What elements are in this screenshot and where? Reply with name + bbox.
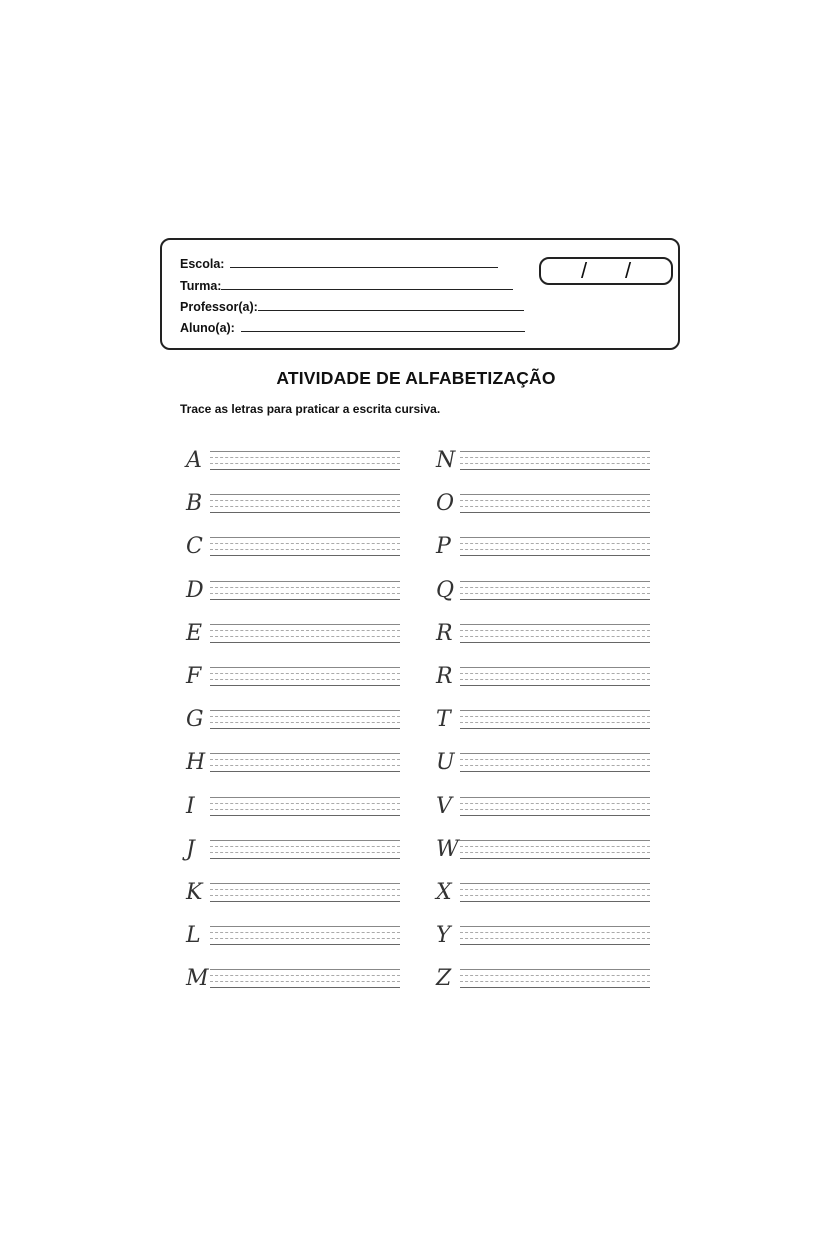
class-label: Turma:: [180, 279, 222, 293]
guide-line: [460, 494, 650, 495]
guide-line: [210, 987, 400, 988]
tracing-lines[interactable]: [460, 840, 650, 860]
guide-line: [460, 969, 650, 970]
guide-line: [210, 463, 400, 464]
guide-line: [460, 975, 650, 976]
school-field[interactable]: [180, 253, 498, 271]
guide-line: [210, 636, 400, 637]
guide-line: [460, 555, 650, 556]
guide-line: [210, 944, 400, 945]
guide-line: [210, 969, 400, 970]
guide-line: [460, 500, 650, 501]
guide-line: [460, 537, 650, 538]
guide-line: [460, 667, 650, 668]
guide-line: [210, 938, 400, 939]
guide-line: [210, 500, 400, 501]
guide-line: [460, 932, 650, 933]
tracing-lines[interactable]: [210, 581, 400, 601]
guide-line: [210, 537, 400, 538]
cursive-letter: M: [186, 966, 209, 992]
guide-line: [210, 889, 400, 890]
guide-line: [460, 803, 650, 804]
cursive-letter: I: [186, 793, 195, 819]
guide-line: [210, 771, 400, 772]
tracing-lines[interactable]: [210, 926, 400, 946]
instruction-text: Trace as letras para praticar a escrita cursiva.: [180, 402, 441, 416]
cursive-letter: W: [436, 836, 459, 862]
cursive-letter: Y: [436, 923, 451, 949]
tracing-lines[interactable]: [210, 797, 400, 817]
guide-line: [460, 944, 650, 945]
date-box[interactable]: [539, 257, 673, 285]
guide-line: [460, 895, 650, 896]
guide-line: [210, 932, 400, 933]
cursive-letter: N: [436, 448, 456, 473]
cursive-letter: Q: [436, 577, 455, 603]
guide-line: [460, 679, 650, 680]
guide-line: [210, 803, 400, 804]
guide-line: [460, 457, 650, 458]
guide-line: [210, 543, 400, 544]
guide-line: [210, 624, 400, 625]
guide-line: [210, 809, 400, 810]
guide-line: [460, 543, 650, 544]
guide-line: [460, 901, 650, 902]
cursive-letter: L: [186, 923, 201, 949]
guide-line: [210, 599, 400, 600]
cursive-letter: B: [186, 491, 203, 517]
cursive-letter: Z: [436, 966, 452, 992]
tracing-lines[interactable]: [210, 710, 400, 730]
teacher-field[interactable]: [180, 296, 524, 314]
tracing-lines[interactable]: [210, 537, 400, 557]
guide-line: [210, 587, 400, 588]
guide-line: [210, 679, 400, 680]
guide-line: [460, 512, 650, 513]
guide-line: [460, 981, 650, 982]
guide-line: [460, 759, 650, 760]
cursive-letter: G: [186, 707, 204, 733]
guide-line: [210, 852, 400, 853]
guide-line: [210, 593, 400, 594]
guide-line: [210, 506, 400, 507]
guide-line: [460, 987, 650, 988]
tracing-lines[interactable]: [460, 969, 650, 989]
class-line[interactable]: [221, 289, 513, 290]
guide-line: [210, 555, 400, 556]
guide-line: [460, 846, 650, 847]
guide-line: [460, 549, 650, 550]
guide-line: [210, 846, 400, 847]
guide-line: [460, 858, 650, 859]
guide-line: [460, 840, 650, 841]
guide-line: [210, 858, 400, 859]
cursive-letter: U: [436, 750, 455, 776]
tracing-lines[interactable]: [210, 883, 400, 903]
date-separator: /: [581, 258, 588, 283]
tracing-lines[interactable]: [210, 840, 400, 860]
cursive-letter: V: [436, 793, 452, 819]
guide-line: [460, 716, 650, 717]
guide-line: [210, 642, 400, 643]
tracing-lines[interactable]: [460, 926, 650, 946]
guide-line: [460, 710, 650, 711]
guide-line: [210, 901, 400, 902]
guide-line: [460, 722, 650, 723]
tracing-lines[interactable]: [460, 753, 650, 773]
tracing-lines[interactable]: [460, 451, 650, 471]
cursive-letter: F: [186, 663, 202, 689]
guide-line: [460, 926, 650, 927]
guide-line: [460, 685, 650, 686]
guide-line: [210, 494, 400, 495]
guide-line: [210, 667, 400, 668]
cursive-letter: X: [436, 879, 452, 905]
teacher-line[interactable]: [258, 310, 524, 311]
guide-line: [210, 630, 400, 631]
cursive-letter: R: [436, 620, 453, 646]
guide-line: [210, 981, 400, 982]
guide-line: [460, 642, 650, 643]
guide-line: [460, 771, 650, 772]
tracing-lines[interactable]: [210, 753, 400, 773]
guide-line: [210, 883, 400, 884]
guide-line: [210, 926, 400, 927]
guide-line: [460, 815, 650, 816]
tracing-lines[interactable]: [210, 969, 400, 989]
cursive-letter: H: [186, 750, 206, 776]
guide-line: [210, 469, 400, 470]
tracing-lines[interactable]: [460, 710, 650, 730]
guide-line: [460, 728, 650, 729]
guide-line: [210, 765, 400, 766]
student-label: Aluno(a):: [180, 321, 235, 335]
guide-line: [210, 581, 400, 582]
tracing-lines[interactable]: [210, 624, 400, 644]
guide-line: [210, 728, 400, 729]
guide-line: [460, 765, 650, 766]
guide-line: [210, 512, 400, 513]
guide-line: [210, 722, 400, 723]
cursive-letter: D: [186, 577, 204, 603]
cursive-letter: C: [186, 534, 203, 560]
guide-line: [210, 549, 400, 550]
guide-line: [460, 593, 650, 594]
cursive-letter: T: [436, 707, 451, 733]
tracing-lines[interactable]: [460, 624, 650, 644]
guide-line: [460, 797, 650, 798]
guide-line: [460, 451, 650, 452]
student-field[interactable]: [180, 317, 525, 335]
school-label: Escola:: [180, 257, 225, 271]
guide-line: [460, 463, 650, 464]
tracing-lines[interactable]: [460, 581, 650, 601]
guide-line: [210, 673, 400, 674]
teacher-label: Professor(a):: [180, 300, 258, 314]
guide-line: [460, 883, 650, 884]
tracing-lines[interactable]: [210, 494, 400, 514]
guide-line: [210, 457, 400, 458]
tracing-lines[interactable]: [460, 537, 650, 557]
guide-line: [460, 938, 650, 939]
tracing-lines[interactable]: [210, 451, 400, 471]
guide-line: [460, 469, 650, 470]
tracing-lines[interactable]: [460, 494, 650, 514]
guide-line: [460, 587, 650, 588]
header-box: [160, 238, 680, 350]
guide-line: [460, 673, 650, 674]
guide-line: [210, 753, 400, 754]
school-line[interactable]: [230, 267, 498, 268]
tracing-lines[interactable]: [210, 667, 400, 687]
guide-line: [460, 889, 650, 890]
guide-line: [460, 809, 650, 810]
guide-line: [460, 506, 650, 507]
guide-line: [460, 581, 650, 582]
cursive-letter: A: [186, 448, 202, 473]
guide-line: [210, 451, 400, 452]
cursive-letter: P: [436, 534, 451, 560]
guide-line: [210, 710, 400, 711]
guide-line: [210, 895, 400, 896]
guide-line: [210, 840, 400, 841]
cursive-letter: K: [186, 879, 203, 905]
guide-line: [210, 685, 400, 686]
guide-line: [210, 975, 400, 976]
cursive-letter: R: [436, 663, 453, 689]
guide-line: [210, 759, 400, 760]
cursive-letter: E: [186, 620, 203, 646]
guide-line: [210, 815, 400, 816]
date-separator: /: [625, 258, 632, 283]
guide-line: [460, 753, 650, 754]
tracing-lines[interactable]: [460, 883, 650, 903]
guide-line: [210, 716, 400, 717]
cursive-letter: O: [436, 491, 455, 517]
tracing-lines[interactable]: [460, 797, 650, 817]
student-line[interactable]: [241, 331, 525, 332]
cursive-letter: J: [186, 836, 195, 862]
guide-line: [460, 636, 650, 637]
class-field[interactable]: [180, 275, 513, 293]
guide-line: [460, 630, 650, 631]
tracing-lines[interactable]: [460, 667, 650, 687]
guide-line: [460, 852, 650, 853]
guide-line: [460, 599, 650, 600]
page-title: ATIVIDADE DE ALFABETIZAÇÃO: [276, 368, 556, 388]
guide-line: [210, 797, 400, 798]
guide-line: [460, 624, 650, 625]
